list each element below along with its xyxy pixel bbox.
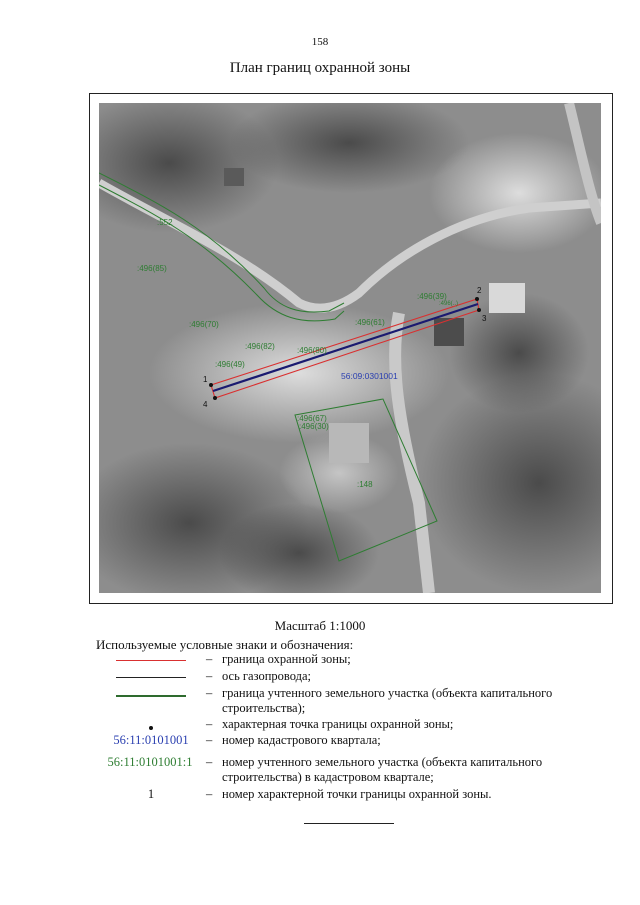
legend-dash: – [206,669,213,683]
legend-symbol-quarter-number: 56:11:0101001 [113,733,189,747]
legend-dash: – [206,755,213,769]
aerial-map [99,103,601,593]
legend-symbol-parcel-border [112,686,190,700]
point-label-1: 1 [203,375,208,384]
zone-point-3 [477,308,481,312]
map-scale: Масштаб 1:1000 [274,618,366,633]
legend-dash: – [206,733,213,747]
parcel-label-552: :552 [157,218,173,227]
legend-symbol-parcel-number: 56:11:0101001:1 [107,755,193,769]
parcel-label-496-67: :496(67) [297,414,327,423]
zone-point-4 [213,396,217,400]
legend-title: Используемые условные знаки и обозначения: [96,637,354,652]
parcel-label-496-85: :496(85) [137,264,167,273]
legend-symbol-zone-point [112,717,190,731]
legend-desc: граница учтенного земельного участка (объекта капитального строительства); [222,686,553,715]
cadastral-quarter-label: 56:09:0301001 [341,371,398,381]
page-title: План границ охранной зоны [229,60,411,76]
legend-desc: граница охранной зоны; [222,652,351,666]
legend-desc: номер учтенного земельного участка (объекта капитального строительства) в кадастровом квартале; [222,755,543,784]
parcel-label-496-82: :496(82) [245,342,275,351]
parcel-label-496-30: :496(30) [299,422,329,431]
building [224,168,244,186]
legend-symbol-point-number: 1 [147,787,155,801]
legend-dash: – [206,686,213,700]
parcel-label-496-61: :496(61) [355,318,385,327]
building [329,423,369,463]
legend-symbol-gas-axis [112,669,190,683]
legend-symbol-zone-border [112,652,190,666]
legend-desc: ось газопровода; [222,669,312,683]
parcel-label-496-cut: :496(..) [439,301,459,307]
legend-desc: характерная точка границы охранной зоны; [222,717,454,731]
legend-desc: номер характерной точки границы охранной зоны. [222,787,492,801]
page-number: 158 [311,36,329,48]
zone-point-2 [475,297,479,301]
legend-dash: – [206,652,213,666]
legend-dash: – [206,717,213,731]
parcel-label-496-49: :496(49) [215,360,245,369]
legend-dash: – [206,787,213,801]
point-label-3: 3 [482,314,487,323]
map-frame [89,93,613,604]
light-field-patch [429,133,601,253]
parcel-label-496-39: :496(39) [417,292,447,301]
parcel-label-496-70: :496(70) [189,320,219,329]
parcel-label-148: :148 [357,480,373,489]
building [489,283,525,313]
point-label-4: 4 [203,400,208,409]
building [434,318,464,346]
parcel-label-496-80: :496(80) [297,346,327,355]
point-label-2: 2 [477,286,482,295]
footer-divider [304,823,394,824]
legend-desc: номер кадастрового квартала; [222,733,381,747]
zone-point-1 [209,383,213,387]
